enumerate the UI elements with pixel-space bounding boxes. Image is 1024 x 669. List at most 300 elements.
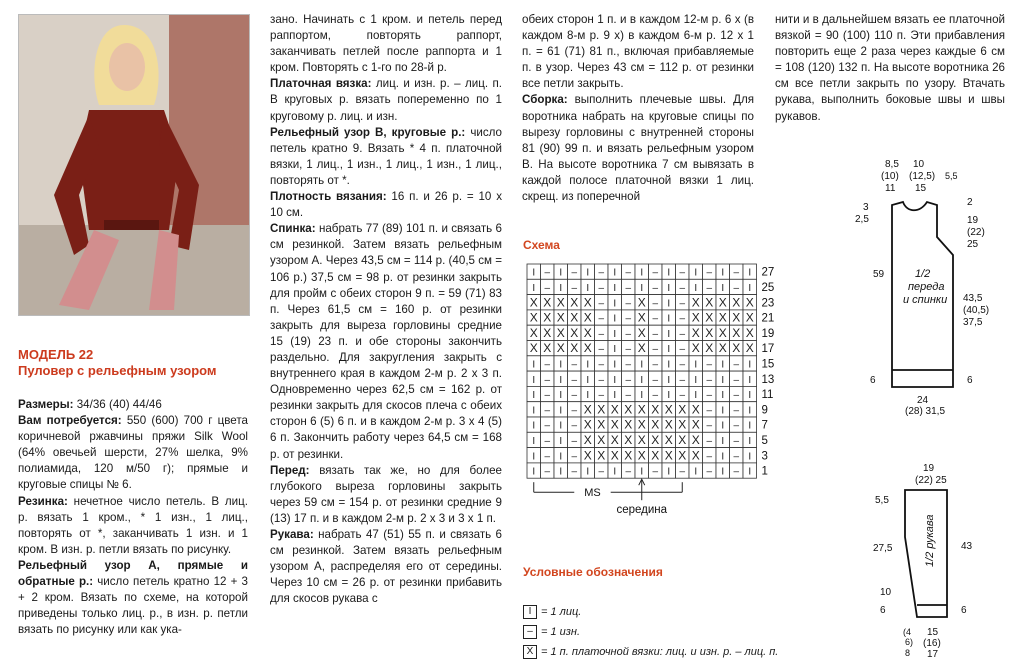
dimension-label: 19	[967, 215, 979, 226]
chart-symbol: X	[637, 295, 646, 310]
chart-symbol: –	[652, 344, 659, 356]
chart-symbol: X	[651, 402, 660, 417]
chart-symbol: X	[745, 310, 754, 325]
paragraph-heading: Платочная вязка:	[270, 77, 372, 91]
chart-symbol: –	[706, 267, 713, 279]
paragraph-text: нити и в дальнейшем вязать ее платочной вязкой = 90 (100) 110 п. Эти прибавления повторить еще 2 раза через каждые 6 см = 108 (120) 132 п. На высоте воротника 26 см все петли закрыть по узору. Втачать рукава, выполнить боковые швы и швы рукавов.	[775, 13, 1005, 123]
chart-symbol: –	[679, 359, 686, 371]
chart-symbol: X	[705, 325, 714, 340]
chart-symbol: X	[529, 341, 538, 356]
chart-symbol: –	[706, 390, 713, 402]
model-photo-illustration	[19, 15, 249, 315]
chart-symbol: X	[651, 448, 660, 463]
paragraph-heading: Сборка:	[522, 93, 568, 107]
dimension-label: 59	[873, 269, 885, 280]
chart-symbol: X	[543, 325, 552, 340]
chart-symbol: I	[532, 359, 536, 371]
chart-symbol: I	[559, 435, 563, 447]
chart-symbol: –	[598, 267, 605, 279]
chart-symbol: –	[652, 359, 659, 371]
chart-symbol: I	[667, 328, 671, 340]
chart-symbol: X	[529, 295, 538, 310]
chart-symbol: –	[571, 435, 578, 447]
chart-symbol: I	[613, 298, 617, 310]
chart-symbol: I	[667, 359, 671, 371]
chart-symbol: –	[679, 344, 686, 356]
chart-symbol: X	[583, 417, 592, 432]
chart-symbol: –	[544, 451, 551, 463]
chart-symbol: I	[613, 359, 617, 371]
chart-symbol: I	[667, 298, 671, 310]
chart-symbol: –	[544, 282, 551, 294]
chart-symbol: –	[625, 298, 632, 310]
chart-symbol: –	[625, 374, 632, 386]
chart-symbol: I	[694, 359, 698, 371]
chart-symbol: I	[532, 466, 536, 478]
dimension-label: переда	[908, 281, 945, 293]
chart-symbol: X	[637, 310, 646, 325]
paragraph-heading: Вам потребуется:	[18, 414, 122, 428]
dimension-label: (28) 31,5	[905, 406, 946, 417]
chart-symbol: –	[706, 466, 713, 478]
chart-symbol: –	[652, 328, 659, 340]
chart-symbol: X	[637, 448, 646, 463]
chart-symbol: –	[706, 451, 713, 463]
dimension-label: 11	[885, 183, 896, 194]
paragraph	[270, 125, 502, 189]
dimension-label: (22)	[967, 227, 985, 238]
chart-symbol: –	[679, 267, 686, 279]
knitting-chart	[525, 262, 795, 522]
chart-symbol: X	[597, 402, 606, 417]
chart-symbol: X	[678, 402, 687, 417]
row-number: 1	[761, 465, 768, 478]
dimension-label: 17	[927, 649, 939, 660]
paragraph-heading: Спинка:	[270, 222, 316, 236]
chart-symbol: X	[610, 417, 619, 432]
chart-symbol: X	[718, 295, 727, 310]
chart-symbol: X	[691, 448, 700, 463]
chart-symbol: X	[583, 325, 592, 340]
chart-symbol: X	[556, 325, 565, 340]
chart-symbol: –	[544, 466, 551, 478]
paragraph-text: набрать 77 (89) 101 п. и связать 6 см резинкой. Затем вязать рельефным узором А. Через 43,5 см = 114 р. (40,5 см = 106 р.) 37,5 см = 98 р. от резинки закрыть для пройм с обеих сторон 9 п. = 59 (71) 83 п. Через 61,5 см = 160 р. от резинки закрыть для выреза горловины средние 15 (19) 23 п. и обе стороны закончить раздельно. Для закругления закрыть с внутреннего края в каждом 2-м р. 2 х 3 п. Одновременно через 62,5 см = 162 р. от резинки закрыть для скосов плеча с обеих сторон 6 (5) 6 п. и в каждом 2-м р. 3 х 4 (5) 6 п. Закончить работу через 64,5 см = 168 р. от резинки.	[270, 222, 502, 461]
chart-symbol: I	[694, 374, 698, 386]
chart-symbol: I	[640, 374, 644, 386]
chart-symbol: X	[691, 295, 700, 310]
chart-symbol: –	[544, 405, 551, 417]
chart-symbol: X	[543, 341, 552, 356]
chart-symbol: I	[532, 435, 536, 447]
chart-symbol: I	[667, 390, 671, 402]
chart-symbol: I	[640, 267, 644, 279]
dimension-label: 6	[967, 375, 973, 386]
chart-symbol: I	[721, 390, 725, 402]
chart-symbol: I	[640, 282, 644, 294]
chart-symbol: I	[667, 313, 671, 325]
chart-symbol: –	[679, 466, 686, 478]
dimension-label: 6	[870, 375, 876, 386]
chart-symbol: X	[691, 402, 700, 417]
chart-symbol: –	[598, 344, 605, 356]
chart-symbol: I	[748, 359, 752, 371]
chart-symbol: I	[613, 374, 617, 386]
legend	[523, 602, 778, 662]
chart-symbol: I	[613, 344, 617, 356]
paragraph	[270, 12, 502, 76]
chart-symbol: X	[570, 325, 579, 340]
chart-symbol: I	[640, 390, 644, 402]
chart-symbol: –	[571, 359, 578, 371]
model-subtitle: Пуловер с рельефным узором	[18, 363, 217, 378]
chart-symbol: –	[571, 451, 578, 463]
chart-symbol: I	[613, 328, 617, 340]
chart-symbol: I	[586, 374, 590, 386]
chart-symbol: X	[745, 295, 754, 310]
paragraph	[522, 92, 754, 205]
chart-symbol: –	[598, 298, 605, 310]
chart-symbol: X	[583, 310, 592, 325]
dimension-label: 27,5	[873, 543, 893, 554]
chart-symbol: I	[559, 420, 563, 432]
chart-symbol: X	[543, 295, 552, 310]
chart-symbol: –	[598, 374, 605, 386]
chart-symbol: I	[559, 466, 563, 478]
chart-symbol: I	[721, 359, 725, 371]
paragraph-text: число петель кратно 12 + 3 + 2 кром. Вязать по схеме, на которой приведены только лиц. р., в изн. р. петли вязать по рисунку или как ука-	[18, 575, 248, 637]
chart-symbol: I	[721, 466, 725, 478]
chart-symbol: I	[694, 466, 698, 478]
dimension-label: (12,5)	[909, 171, 936, 182]
chart-symbol: –	[733, 267, 740, 279]
chart-symbol: X	[637, 402, 646, 417]
chart-symbol: X	[691, 310, 700, 325]
chart-symbol: X	[556, 295, 565, 310]
chart-symbol: X	[637, 341, 646, 356]
paragraph-text: нечетное число петель. В лиц. р. вязать 1 кром., * 1 изн., 1 лиц., повторять от *, заканчивать 1 изн. и 1 кром. В изн. р. петли вязать по рисунку.	[18, 494, 248, 556]
chart-symbol: I	[559, 267, 563, 279]
chart-symbol: X	[583, 341, 592, 356]
chart-symbol: –	[652, 298, 659, 310]
chart-symbol: I	[532, 420, 536, 432]
chart-symbol: I	[721, 282, 725, 294]
chart-symbol: I	[613, 466, 617, 478]
chart-symbol: –	[706, 405, 713, 417]
chart-symbol: X	[556, 310, 565, 325]
row-number: 27	[761, 266, 775, 279]
chart-symbol: I	[586, 390, 590, 402]
chart-symbol: I	[694, 267, 698, 279]
dimension-label: (16)	[923, 638, 941, 649]
chart-symbol: I	[667, 466, 671, 478]
chart-symbol: I	[559, 451, 563, 463]
chart-symbol: I	[532, 374, 536, 386]
legend-symbol: –	[523, 625, 537, 639]
dimension-label: 3	[863, 202, 869, 213]
text-column-3	[522, 12, 754, 205]
paragraph-text: обеих сторон 1 п. и в каждом 12-м р. 6 х (в каждом 8-м р. 9 х) в каждом 6-м р. 12 х 1 п. = 61 (71) 81 п., включая прибавляемые п. в узор. Через 43 см = 112 р. от резинки все петли закрыть.	[522, 13, 754, 91]
scheme-title: Схема	[523, 238, 560, 252]
chart-symbol: –	[625, 344, 632, 356]
chart-symbol: I	[586, 282, 590, 294]
chart-symbol: X	[691, 417, 700, 432]
row-number: 5	[761, 434, 768, 447]
chart-symbol: –	[733, 282, 740, 294]
chart-symbol: –	[679, 390, 686, 402]
chart-symbol: X	[624, 432, 633, 447]
chart-symbol: I	[559, 405, 563, 417]
chart-symbol: –	[625, 359, 632, 371]
dimension-label: 15	[927, 627, 939, 638]
chart-symbol: I	[532, 267, 536, 279]
dimension-label: 2	[967, 197, 973, 208]
row-number: 7	[761, 419, 768, 432]
chart-symbol: X	[705, 295, 714, 310]
dimension-label: 6	[961, 605, 967, 616]
legend-item	[523, 622, 778, 642]
dimension-label: 10	[913, 159, 925, 170]
chart-symbol: X	[745, 341, 754, 356]
sleeve-center-label: 1/2 рукава	[924, 514, 936, 567]
legend-title: Условные обозначения	[523, 565, 663, 579]
chart-symbol: I	[694, 390, 698, 402]
chart-symbol: X	[732, 310, 741, 325]
chart-symbol: X	[637, 325, 646, 340]
chart-symbol: –	[571, 282, 578, 294]
chart-symbol: –	[598, 466, 605, 478]
chart-symbol: X	[624, 417, 633, 432]
dimension-label: (4	[903, 627, 912, 637]
chart-symbol: I	[748, 374, 752, 386]
dimension-label: 15	[915, 183, 927, 194]
chart-symbol: –	[706, 435, 713, 447]
model-photo	[18, 14, 250, 316]
text-column-1	[18, 397, 248, 638]
chart-symbol: –	[598, 313, 605, 325]
paragraph-text: 550 (600) 700 г цвета коричневой ржавчины пряжи Silk Wool (64% овечьей шерсти, 27% шелка, 9% полиамида, 120 м/50 г); прямые и круговые спицы № 6.	[18, 414, 248, 492]
chart-symbol: –	[706, 420, 713, 432]
paragraph-heading: Перед:	[270, 463, 310, 477]
paragraph	[18, 558, 248, 638]
body-schematic	[835, 155, 1020, 420]
paragraph-heading: Размеры:	[18, 398, 74, 411]
paragraph-heading: Резинка:	[18, 494, 68, 508]
paragraph-text: выполнить плечевые швы. Для воротника набрать на круговые спицы по вырезу горловины с внутренней стороны 81 (90) 99 п. и вязать рельефным узором В. На высоте воротника 7 см вывязать в каждой полосе платочной вязки 1 лиц. скрещ. из поперечной	[522, 93, 754, 204]
chart-symbol: I	[748, 405, 752, 417]
chart-symbol: –	[733, 359, 740, 371]
chart-symbol: –	[652, 267, 659, 279]
chart-symbol: –	[571, 374, 578, 386]
legend-symbol: X	[523, 645, 537, 659]
dimension-label: 5,5	[875, 495, 889, 506]
chart-symbol: –	[679, 313, 686, 325]
chart-symbol: I	[586, 466, 590, 478]
model-title: МОДЕЛЬ 22	[18, 347, 94, 362]
chart-symbol: X	[570, 295, 579, 310]
chart-symbol: X	[543, 310, 552, 325]
chart-symbol: –	[625, 466, 632, 478]
paragraph	[18, 413, 248, 493]
chart-symbol: I	[559, 390, 563, 402]
paragraph	[775, 12, 1005, 125]
paragraph	[270, 221, 502, 462]
chart-symbol: X	[664, 432, 673, 447]
legend-item	[523, 642, 778, 662]
chart-symbol: X	[664, 448, 673, 463]
chart-symbol: –	[652, 390, 659, 402]
chart-symbol: I	[694, 282, 698, 294]
paragraph-text: лиц. и изн. р. – лиц. п. В круговых р. вязать попеременно по 1 круговому р. лиц. и изн.	[270, 77, 502, 123]
chart-symbol: I	[748, 420, 752, 432]
dimension-label: (22) 25	[915, 475, 947, 486]
row-number: 15	[761, 358, 775, 371]
chart-symbol: –	[598, 359, 605, 371]
chart-symbol: I	[559, 374, 563, 386]
chart-symbol: X	[597, 417, 606, 432]
chart-symbol: –	[625, 267, 632, 279]
chart-symbol: X	[597, 448, 606, 463]
chart-symbol: –	[652, 466, 659, 478]
chart-symbol: –	[544, 267, 551, 279]
dimension-label: (40,5)	[963, 305, 990, 316]
chart-symbol: X	[570, 341, 579, 356]
chart-symbol: X	[610, 448, 619, 463]
chart-symbol: I	[748, 267, 752, 279]
text-column-4	[775, 12, 1005, 125]
chart-symbol: –	[625, 313, 632, 325]
chart-symbol: I	[748, 282, 752, 294]
row-number: 9	[761, 404, 768, 417]
chart-symbol: I	[667, 344, 671, 356]
chart-symbol: –	[571, 420, 578, 432]
chart-symbol: –	[625, 390, 632, 402]
legend-text: = 1 п. платочной вязки: лиц. и изн. р. – лиц. п.	[541, 646, 779, 658]
chart-symbol: I	[532, 451, 536, 463]
chart-symbol: X	[570, 310, 579, 325]
chart-symbol: X	[678, 432, 687, 447]
dimension-label: 8,5	[885, 159, 899, 170]
chart-symbol: X	[718, 325, 727, 340]
chart-symbol: –	[679, 328, 686, 340]
dimension-label: 24	[917, 395, 929, 406]
chart-symbol: I	[586, 267, 590, 279]
chart-symbol: –	[706, 282, 713, 294]
chart-symbol: X	[678, 448, 687, 463]
chart-symbol: X	[718, 341, 727, 356]
chart-symbol: –	[733, 466, 740, 478]
paragraph	[270, 527, 502, 607]
chart-symbol: –	[544, 435, 551, 447]
chart-symbol: I	[667, 374, 671, 386]
chart-symbol: –	[733, 420, 740, 432]
chart-symbol: –	[652, 374, 659, 386]
chart-symbol: –	[652, 313, 659, 325]
row-number: 13	[761, 373, 775, 386]
paragraph-heading: Плотность вязания:	[270, 190, 387, 204]
legend-text: = 1 лиц.	[541, 606, 582, 618]
chart-symbol: I	[748, 466, 752, 478]
chart-symbol: –	[625, 282, 632, 294]
chart-symbol: X	[745, 325, 754, 340]
chart-symbol: X	[678, 417, 687, 432]
row-number: 25	[761, 281, 775, 294]
paragraph	[18, 494, 248, 558]
chart-symbol: I	[748, 435, 752, 447]
chart-symbol: X	[732, 341, 741, 356]
row-number: 19	[761, 327, 775, 340]
chart-symbol: I	[640, 466, 644, 478]
sleeve-schematic	[835, 457, 1020, 667]
chart-symbol: I	[559, 282, 563, 294]
chart-symbol: I	[748, 451, 752, 463]
chart-symbol: –	[733, 435, 740, 447]
paragraph-heading: Рельефный узор А, прямые и обратные р.:	[18, 558, 248, 589]
dimension-label: 37,5	[963, 317, 983, 328]
chart-symbol: I	[613, 313, 617, 325]
paragraph	[270, 463, 502, 527]
dimension-label: (10)	[881, 171, 899, 182]
chart-symbol: X	[637, 417, 646, 432]
chart-symbol: –	[544, 359, 551, 371]
paragraph-text: вязать так же, но для более глубокого выреза горловины закрыть через 59 см = 154 р. от резинки средние 9 (13) 17 п. и в каждом 2-м р. 2 х 3 и 3 х 1 п.	[270, 463, 502, 525]
chart-symbol: X	[691, 325, 700, 340]
chart-symbol: X	[732, 325, 741, 340]
chart-symbol: –	[598, 328, 605, 340]
chart-symbol: I	[613, 267, 617, 279]
dimension-label: 5,5	[945, 171, 958, 181]
chart-symbol: X	[664, 417, 673, 432]
chart-symbol: X	[610, 402, 619, 417]
chart-symbol: X	[664, 402, 673, 417]
row-number: 23	[761, 297, 775, 310]
paragraph-heading: Рельефный узор В, круговые р.:	[270, 125, 466, 139]
chart-symbol: X	[583, 448, 592, 463]
paragraph-text: набрать 47 (51) 55 п. и связать 6 см резинкой. Затем вязать рельефным узором А, распределяя его от середины. Через 10 см = 26 р. от резинки прибавить для скосов рукава с	[270, 528, 502, 606]
chart-symbol: –	[571, 405, 578, 417]
chart-symbol: X	[583, 402, 592, 417]
chart-symbol: –	[733, 390, 740, 402]
chart-symbol: –	[598, 282, 605, 294]
chart-symbol: –	[679, 282, 686, 294]
chart-symbol: –	[733, 405, 740, 417]
legend-symbol: I	[523, 605, 537, 619]
chart-symbol: I	[613, 282, 617, 294]
chart-symbol: X	[691, 341, 700, 356]
chart-symbol: –	[571, 267, 578, 279]
row-number: 3	[761, 450, 768, 463]
dimension-label: 43	[961, 541, 973, 552]
chart-symbol: I	[532, 405, 536, 417]
chart-symbol: I	[559, 359, 563, 371]
chart-symbol: –	[544, 374, 551, 386]
chart-symbol: –	[733, 374, 740, 386]
chart-symbol: X	[718, 310, 727, 325]
chart-symbol: I	[667, 267, 671, 279]
dimension-label: 6	[880, 605, 886, 616]
chart-symbol: X	[583, 432, 592, 447]
chart-symbol: –	[571, 390, 578, 402]
chart-symbol: I	[721, 451, 725, 463]
middle-label: середина	[616, 504, 668, 517]
chart-symbol: X	[651, 432, 660, 447]
chart-symbol: I	[721, 405, 725, 417]
dimension-label: 1/2	[915, 268, 931, 280]
dimension-label: 10	[880, 587, 892, 598]
chart-symbol: X	[732, 295, 741, 310]
chart-symbol: X	[624, 402, 633, 417]
chart-symbol: I	[721, 420, 725, 432]
chart-symbol: I	[532, 282, 536, 294]
